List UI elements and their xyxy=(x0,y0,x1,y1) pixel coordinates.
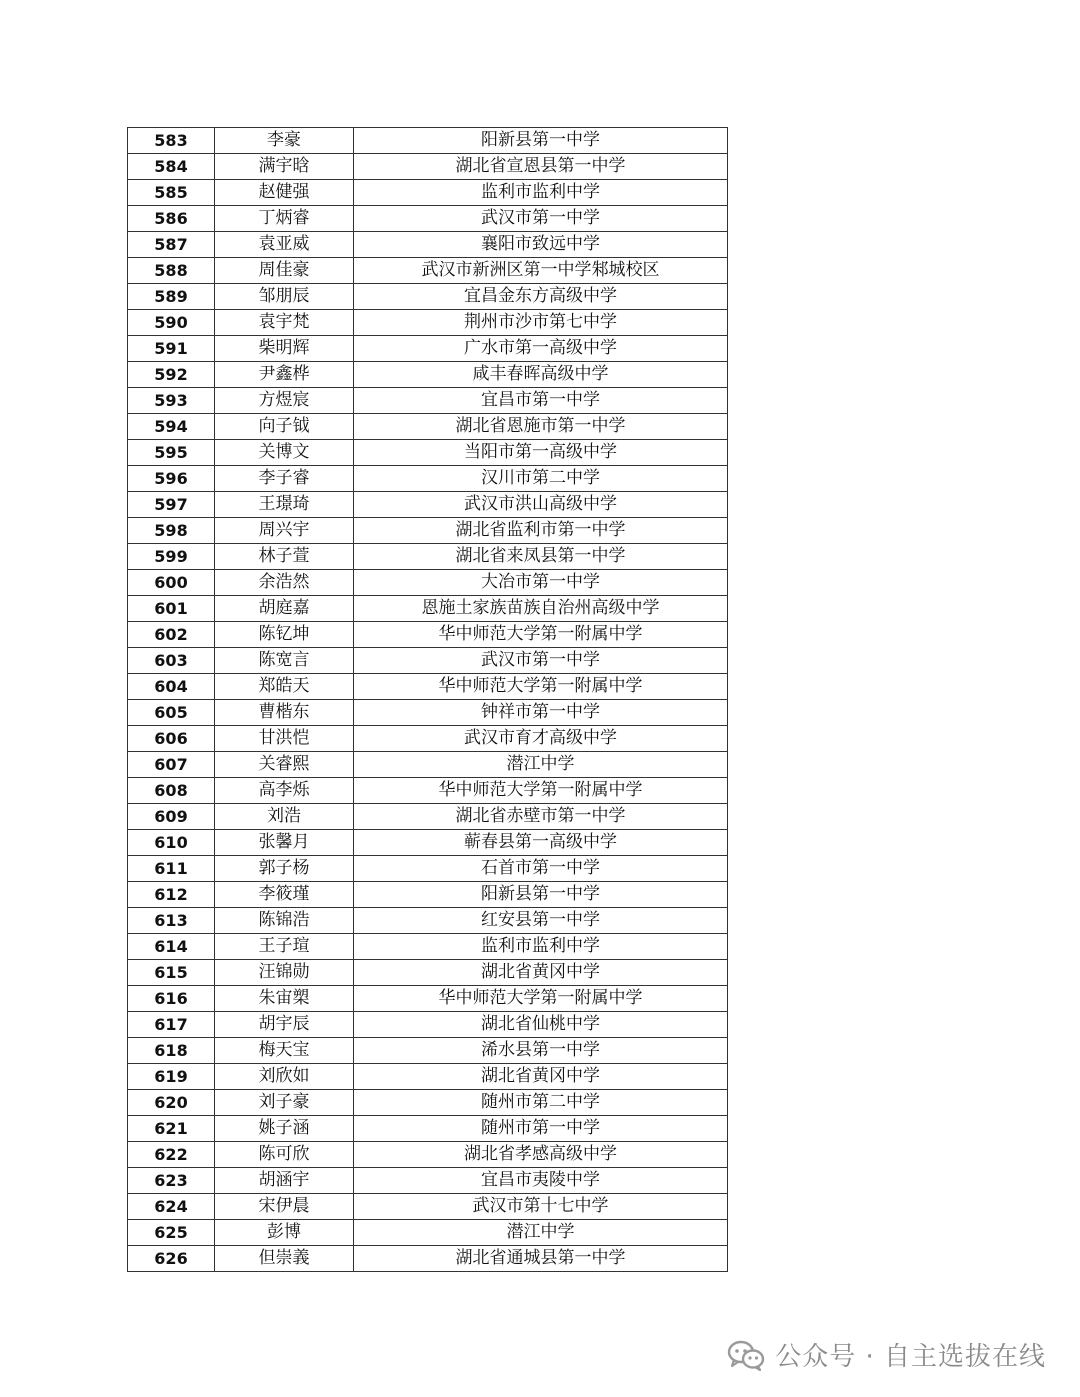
school-cell: 宜昌金东方高级中学 xyxy=(354,284,728,310)
name-cell: 向子钺 xyxy=(215,414,354,440)
rank-cell: 615 xyxy=(128,960,215,986)
table-row xyxy=(128,882,728,908)
rank-cell: 599 xyxy=(128,544,215,570)
school-cell: 恩施土家族苗族自治州高级中学 xyxy=(354,596,728,622)
table-row xyxy=(128,1194,728,1220)
rank-cell: 611 xyxy=(128,856,215,882)
wechat-icon xyxy=(727,1339,765,1371)
table-row xyxy=(128,726,728,752)
school-cell: 随州市第二中学 xyxy=(354,1090,728,1116)
school-cell: 咸丰春晖高级中学 xyxy=(354,362,728,388)
rank-cell: 600 xyxy=(128,570,215,596)
rank-cell: 593 xyxy=(128,388,215,414)
table-row xyxy=(128,804,728,830)
table-row xyxy=(128,570,728,596)
name-cell: 曹楷东 xyxy=(215,700,354,726)
rank-cell: 595 xyxy=(128,440,215,466)
school-cell: 随州市第一中学 xyxy=(354,1116,728,1142)
rank-cell: 598 xyxy=(128,518,215,544)
rank-cell: 625 xyxy=(128,1220,215,1246)
table-row xyxy=(128,440,728,466)
table-row xyxy=(128,1090,728,1116)
school-cell: 湖北省恩施市第一中学 xyxy=(354,414,728,440)
rank-cell: 604 xyxy=(128,674,215,700)
school-cell: 襄阳市致远中学 xyxy=(354,232,728,258)
school-cell: 华中师范大学第一附属中学 xyxy=(354,986,728,1012)
school-cell: 湖北省赤壁市第一中学 xyxy=(354,804,728,830)
table-row xyxy=(128,986,728,1012)
name-cell: 胡庭嘉 xyxy=(215,596,354,622)
table-row xyxy=(128,336,728,362)
name-cell: 汪锦勋 xyxy=(215,960,354,986)
school-cell: 湖北省宣恩县第一中学 xyxy=(354,154,728,180)
school-cell: 浠水县第一中学 xyxy=(354,1038,728,1064)
name-cell: 方煜宸 xyxy=(215,388,354,414)
table-row xyxy=(128,206,728,232)
school-cell: 阳新县第一中学 xyxy=(354,882,728,908)
school-cell: 蕲春县第一高级中学 xyxy=(354,830,728,856)
school-cell: 潜江中学 xyxy=(354,1220,728,1246)
rank-cell: 609 xyxy=(128,804,215,830)
table-row xyxy=(128,596,728,622)
watermark-text: 公众号 · 自主选拔在线 xyxy=(775,1342,1046,1372)
watermark xyxy=(727,1336,1046,1373)
rank-cell: 623 xyxy=(128,1168,215,1194)
table-row xyxy=(128,778,728,804)
ranking-table xyxy=(127,127,728,1272)
name-cell: 李豪 xyxy=(215,128,354,154)
name-cell: 胡宇辰 xyxy=(215,1012,354,1038)
table-row xyxy=(128,128,728,154)
rank-cell: 607 xyxy=(128,752,215,778)
school-cell: 湖北省黄冈中学 xyxy=(354,960,728,986)
table-row xyxy=(128,154,728,180)
table-row xyxy=(128,492,728,518)
rank-cell: 626 xyxy=(128,1246,215,1272)
name-cell: 袁宇梵 xyxy=(215,310,354,336)
rank-cell: 602 xyxy=(128,622,215,648)
name-cell: 李筱瑾 xyxy=(215,882,354,908)
table-row xyxy=(128,310,728,336)
rank-cell: 584 xyxy=(128,154,215,180)
school-cell: 湖北省通城县第一中学 xyxy=(354,1246,728,1272)
table-row xyxy=(128,1116,728,1142)
table-row xyxy=(128,1220,728,1246)
name-cell: 满宇晗 xyxy=(215,154,354,180)
name-cell: 朱宙槊 xyxy=(215,986,354,1012)
table-row xyxy=(128,960,728,986)
school-cell: 宜昌市夷陵中学 xyxy=(354,1168,728,1194)
rank-cell: 588 xyxy=(128,258,215,284)
rank-cell: 585 xyxy=(128,180,215,206)
name-cell: 尹鑫桦 xyxy=(215,362,354,388)
name-cell: 邹朋辰 xyxy=(215,284,354,310)
name-cell: 周兴宇 xyxy=(215,518,354,544)
rank-cell: 606 xyxy=(128,726,215,752)
table-row xyxy=(128,388,728,414)
table-row xyxy=(128,648,728,674)
name-cell: 姚子涵 xyxy=(215,1116,354,1142)
table-row xyxy=(128,700,728,726)
name-cell: 刘子豪 xyxy=(215,1090,354,1116)
table-row xyxy=(128,856,728,882)
name-cell: 王璟琦 xyxy=(215,492,354,518)
table-row xyxy=(128,1064,728,1090)
table-row xyxy=(128,362,728,388)
rank-cell: 597 xyxy=(128,492,215,518)
rank-cell: 620 xyxy=(128,1090,215,1116)
school-cell: 监利市监利中学 xyxy=(354,934,728,960)
name-cell: 陈宽言 xyxy=(215,648,354,674)
school-cell: 武汉市洪山高级中学 xyxy=(354,492,728,518)
name-cell: 余浩然 xyxy=(215,570,354,596)
table-row xyxy=(128,284,728,310)
name-cell: 赵健强 xyxy=(215,180,354,206)
school-cell: 大冶市第一中学 xyxy=(354,570,728,596)
school-cell: 武汉市第一中学 xyxy=(354,206,728,232)
school-cell: 钟祥市第一中学 xyxy=(354,700,728,726)
name-cell: 陈可欣 xyxy=(215,1142,354,1168)
name-cell: 甘洪恺 xyxy=(215,726,354,752)
school-cell: 武汉市第一中学 xyxy=(354,648,728,674)
rank-cell: 594 xyxy=(128,414,215,440)
rank-cell: 610 xyxy=(128,830,215,856)
name-cell: 周佳豪 xyxy=(215,258,354,284)
name-cell: 郑皓天 xyxy=(215,674,354,700)
rank-cell: 592 xyxy=(128,362,215,388)
table-row xyxy=(128,232,728,258)
rank-cell: 583 xyxy=(128,128,215,154)
table-row xyxy=(128,1168,728,1194)
rank-cell: 587 xyxy=(128,232,215,258)
name-cell: 但崇義 xyxy=(215,1246,354,1272)
rank-cell: 596 xyxy=(128,466,215,492)
rank-cell: 613 xyxy=(128,908,215,934)
school-cell: 湖北省来凤县第一中学 xyxy=(354,544,728,570)
name-cell: 刘欣如 xyxy=(215,1064,354,1090)
school-cell: 武汉市新洲区第一中学邾城校区 xyxy=(354,258,728,284)
rank-cell: 622 xyxy=(128,1142,215,1168)
name-cell: 陈钇坤 xyxy=(215,622,354,648)
table-row xyxy=(128,674,728,700)
table-row xyxy=(128,258,728,284)
school-cell: 当阳市第一高级中学 xyxy=(354,440,728,466)
name-cell: 刘浩 xyxy=(215,804,354,830)
table-row xyxy=(128,1246,728,1272)
school-cell: 武汉市第十七中学 xyxy=(354,1194,728,1220)
school-cell: 宜昌市第一中学 xyxy=(354,388,728,414)
rank-cell: 608 xyxy=(128,778,215,804)
rank-cell: 612 xyxy=(128,882,215,908)
school-cell: 红安县第一中学 xyxy=(354,908,728,934)
school-cell: 广水市第一高级中学 xyxy=(354,336,728,362)
table-row xyxy=(128,518,728,544)
table-row xyxy=(128,908,728,934)
table-row xyxy=(128,544,728,570)
table-row xyxy=(128,466,728,492)
table-row xyxy=(128,1038,728,1064)
school-cell: 监利市监利中学 xyxy=(354,180,728,206)
school-cell: 汉川市第二中学 xyxy=(354,466,728,492)
name-cell: 张馨月 xyxy=(215,830,354,856)
rank-cell: 601 xyxy=(128,596,215,622)
name-cell: 郭子杨 xyxy=(215,856,354,882)
name-cell: 彭博 xyxy=(215,1220,354,1246)
table-row xyxy=(128,180,728,206)
name-cell: 关博文 xyxy=(215,440,354,466)
school-cell: 阳新县第一中学 xyxy=(354,128,728,154)
name-cell: 林子萱 xyxy=(215,544,354,570)
rank-cell: 603 xyxy=(128,648,215,674)
school-cell: 湖北省孝感高级中学 xyxy=(354,1142,728,1168)
name-cell: 胡涵宇 xyxy=(215,1168,354,1194)
table-row xyxy=(128,622,728,648)
school-cell: 华中师范大学第一附属中学 xyxy=(354,622,728,648)
school-cell: 湖北省仙桃中学 xyxy=(354,1012,728,1038)
name-cell: 陈锦浩 xyxy=(215,908,354,934)
table-row xyxy=(128,830,728,856)
rank-cell: 624 xyxy=(128,1194,215,1220)
school-cell: 湖北省黄冈中学 xyxy=(354,1064,728,1090)
rank-cell: 590 xyxy=(128,310,215,336)
school-cell: 湖北省监利市第一中学 xyxy=(354,518,728,544)
name-cell: 高李烁 xyxy=(215,778,354,804)
school-cell: 华中师范大学第一附属中学 xyxy=(354,778,728,804)
school-cell: 潜江中学 xyxy=(354,752,728,778)
rank-cell: 621 xyxy=(128,1116,215,1142)
table-row xyxy=(128,414,728,440)
rank-cell: 591 xyxy=(128,336,215,362)
school-cell: 武汉市育才高级中学 xyxy=(354,726,728,752)
table-row xyxy=(128,1012,728,1038)
name-cell: 关睿熙 xyxy=(215,752,354,778)
table-row xyxy=(128,934,728,960)
rank-cell: 619 xyxy=(128,1064,215,1090)
name-cell: 王子瑄 xyxy=(215,934,354,960)
name-cell: 李子睿 xyxy=(215,466,354,492)
name-cell: 袁亚威 xyxy=(215,232,354,258)
school-cell: 华中师范大学第一附属中学 xyxy=(354,674,728,700)
name-cell: 丁炳睿 xyxy=(215,206,354,232)
rank-cell: 589 xyxy=(128,284,215,310)
school-cell: 荆州市沙市第七中学 xyxy=(354,310,728,336)
name-cell: 梅天宝 xyxy=(215,1038,354,1064)
rank-cell: 614 xyxy=(128,934,215,960)
school-cell: 石首市第一中学 xyxy=(354,856,728,882)
name-cell: 宋伊晨 xyxy=(215,1194,354,1220)
rank-cell: 605 xyxy=(128,700,215,726)
table-row xyxy=(128,1142,728,1168)
rank-cell: 617 xyxy=(128,1012,215,1038)
rank-cell: 586 xyxy=(128,206,215,232)
name-cell: 柴明辉 xyxy=(215,336,354,362)
rank-cell: 616 xyxy=(128,986,215,1012)
table-row xyxy=(128,752,728,778)
rank-cell: 618 xyxy=(128,1038,215,1064)
